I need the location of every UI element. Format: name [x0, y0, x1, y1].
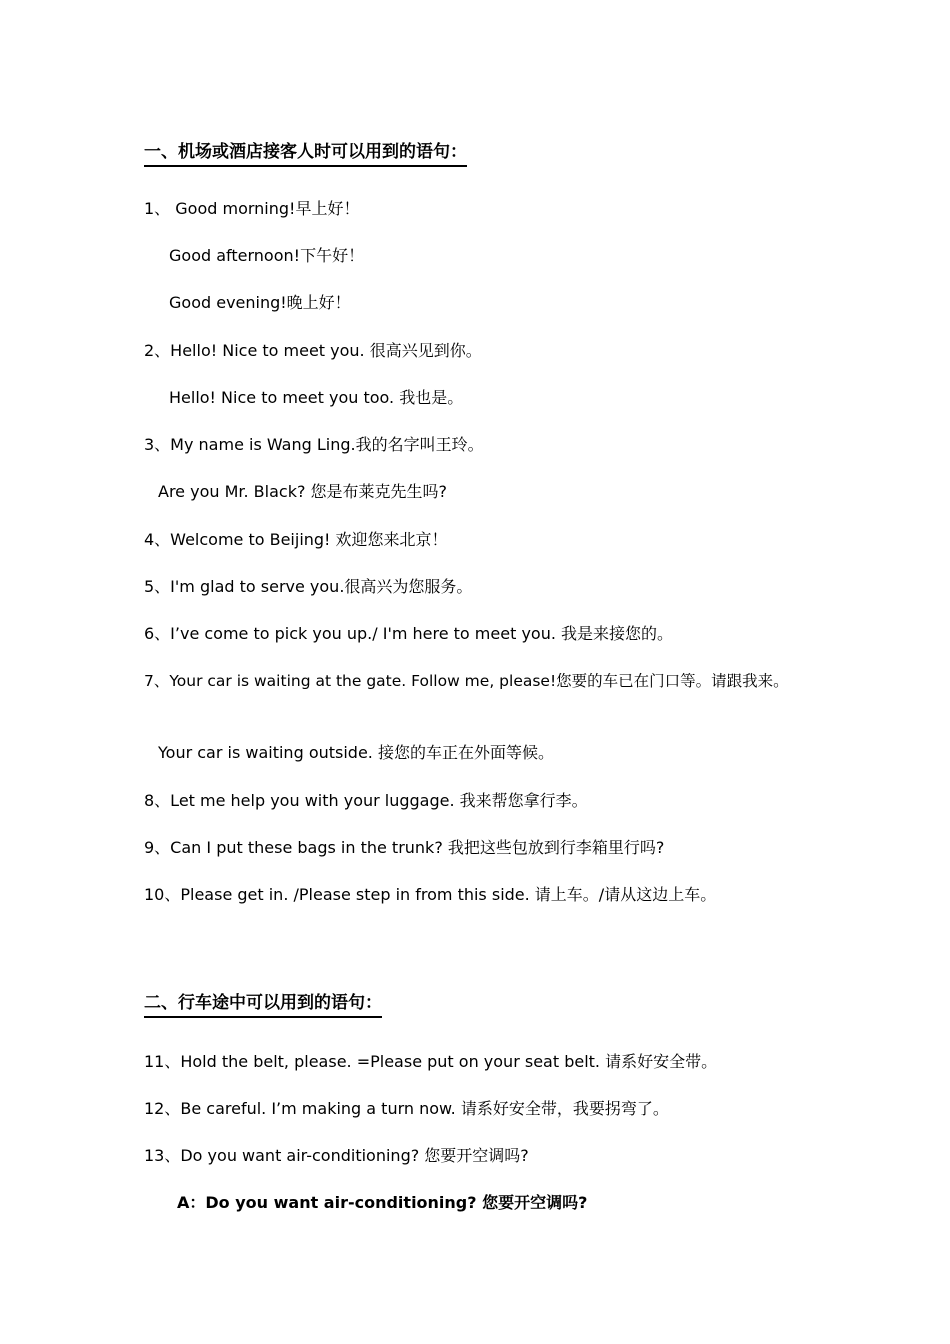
phrase-line-2b: Hello! Nice to meet you too. 我也是。: [169, 388, 464, 407]
phrase-line-1c: Good evening!晚上好！: [169, 293, 351, 312]
section-2-heading: 二、行车途中可以用到的语句：: [144, 992, 382, 1018]
phrase-line-10: 10、Please get in. /Please step in from this side. 请上车。/请从这边上车。: [144, 885, 717, 904]
dialogue-line-a: A：Do you want air-conditioning? 您要开空调吗?: [177, 1193, 588, 1212]
phrase-line-9: 9、Can I put these bags in the trunk? 我把这些包放到行李箱里行吗?: [144, 838, 665, 857]
section-1-heading: 一、机场或酒店接客人时可以用到的语句：: [144, 141, 467, 167]
phrase-line-7: 7、Your car is waiting at the gate. Follow me, please!您要的车已在门口等。请跟我来。: [144, 672, 789, 690]
phrase-line-11: 11、Hold the belt, please. =Please put on your seat belt. 请系好安全带。: [144, 1052, 718, 1071]
phrase-line-13: 13、Do you want air-conditioning? 您要开空调吗?: [144, 1146, 529, 1165]
phrase-line-1: 1、 Good morning!早上好！: [144, 199, 360, 218]
phrase-line-1b: Good afternoon!下午好！: [169, 246, 365, 265]
phrase-line-12: 12、Be careful. I’m making a turn now. 请系好安全带，我要拐弯了。: [144, 1099, 669, 1118]
phrase-line-4: 4、Welcome to Beijing! 欢迎您来北京！: [144, 530, 448, 549]
phrase-line-6: 6、I’ve come to pick you up./ I'm here to meet you. 我是来接您的。: [144, 624, 674, 643]
phrase-line-7b: Your car is waiting outside. 接您的车正在外面等候。: [158, 743, 554, 762]
phrase-line-3b: Are you Mr. Black? 您是布莱克先生吗?: [158, 482, 448, 501]
phrase-line-5: 5、I'm glad to serve you.很高兴为您服务。: [144, 577, 473, 596]
phrase-line-2: 2、Hello! Nice to meet you. 很高兴见到你。: [144, 341, 482, 360]
phrase-line-3: 3、My name is Wang Ling.我的名字叫王玲。: [144, 435, 484, 454]
phrase-line-8: 8、Let me help you with your luggage. 我来帮您拿行李。: [144, 791, 588, 810]
